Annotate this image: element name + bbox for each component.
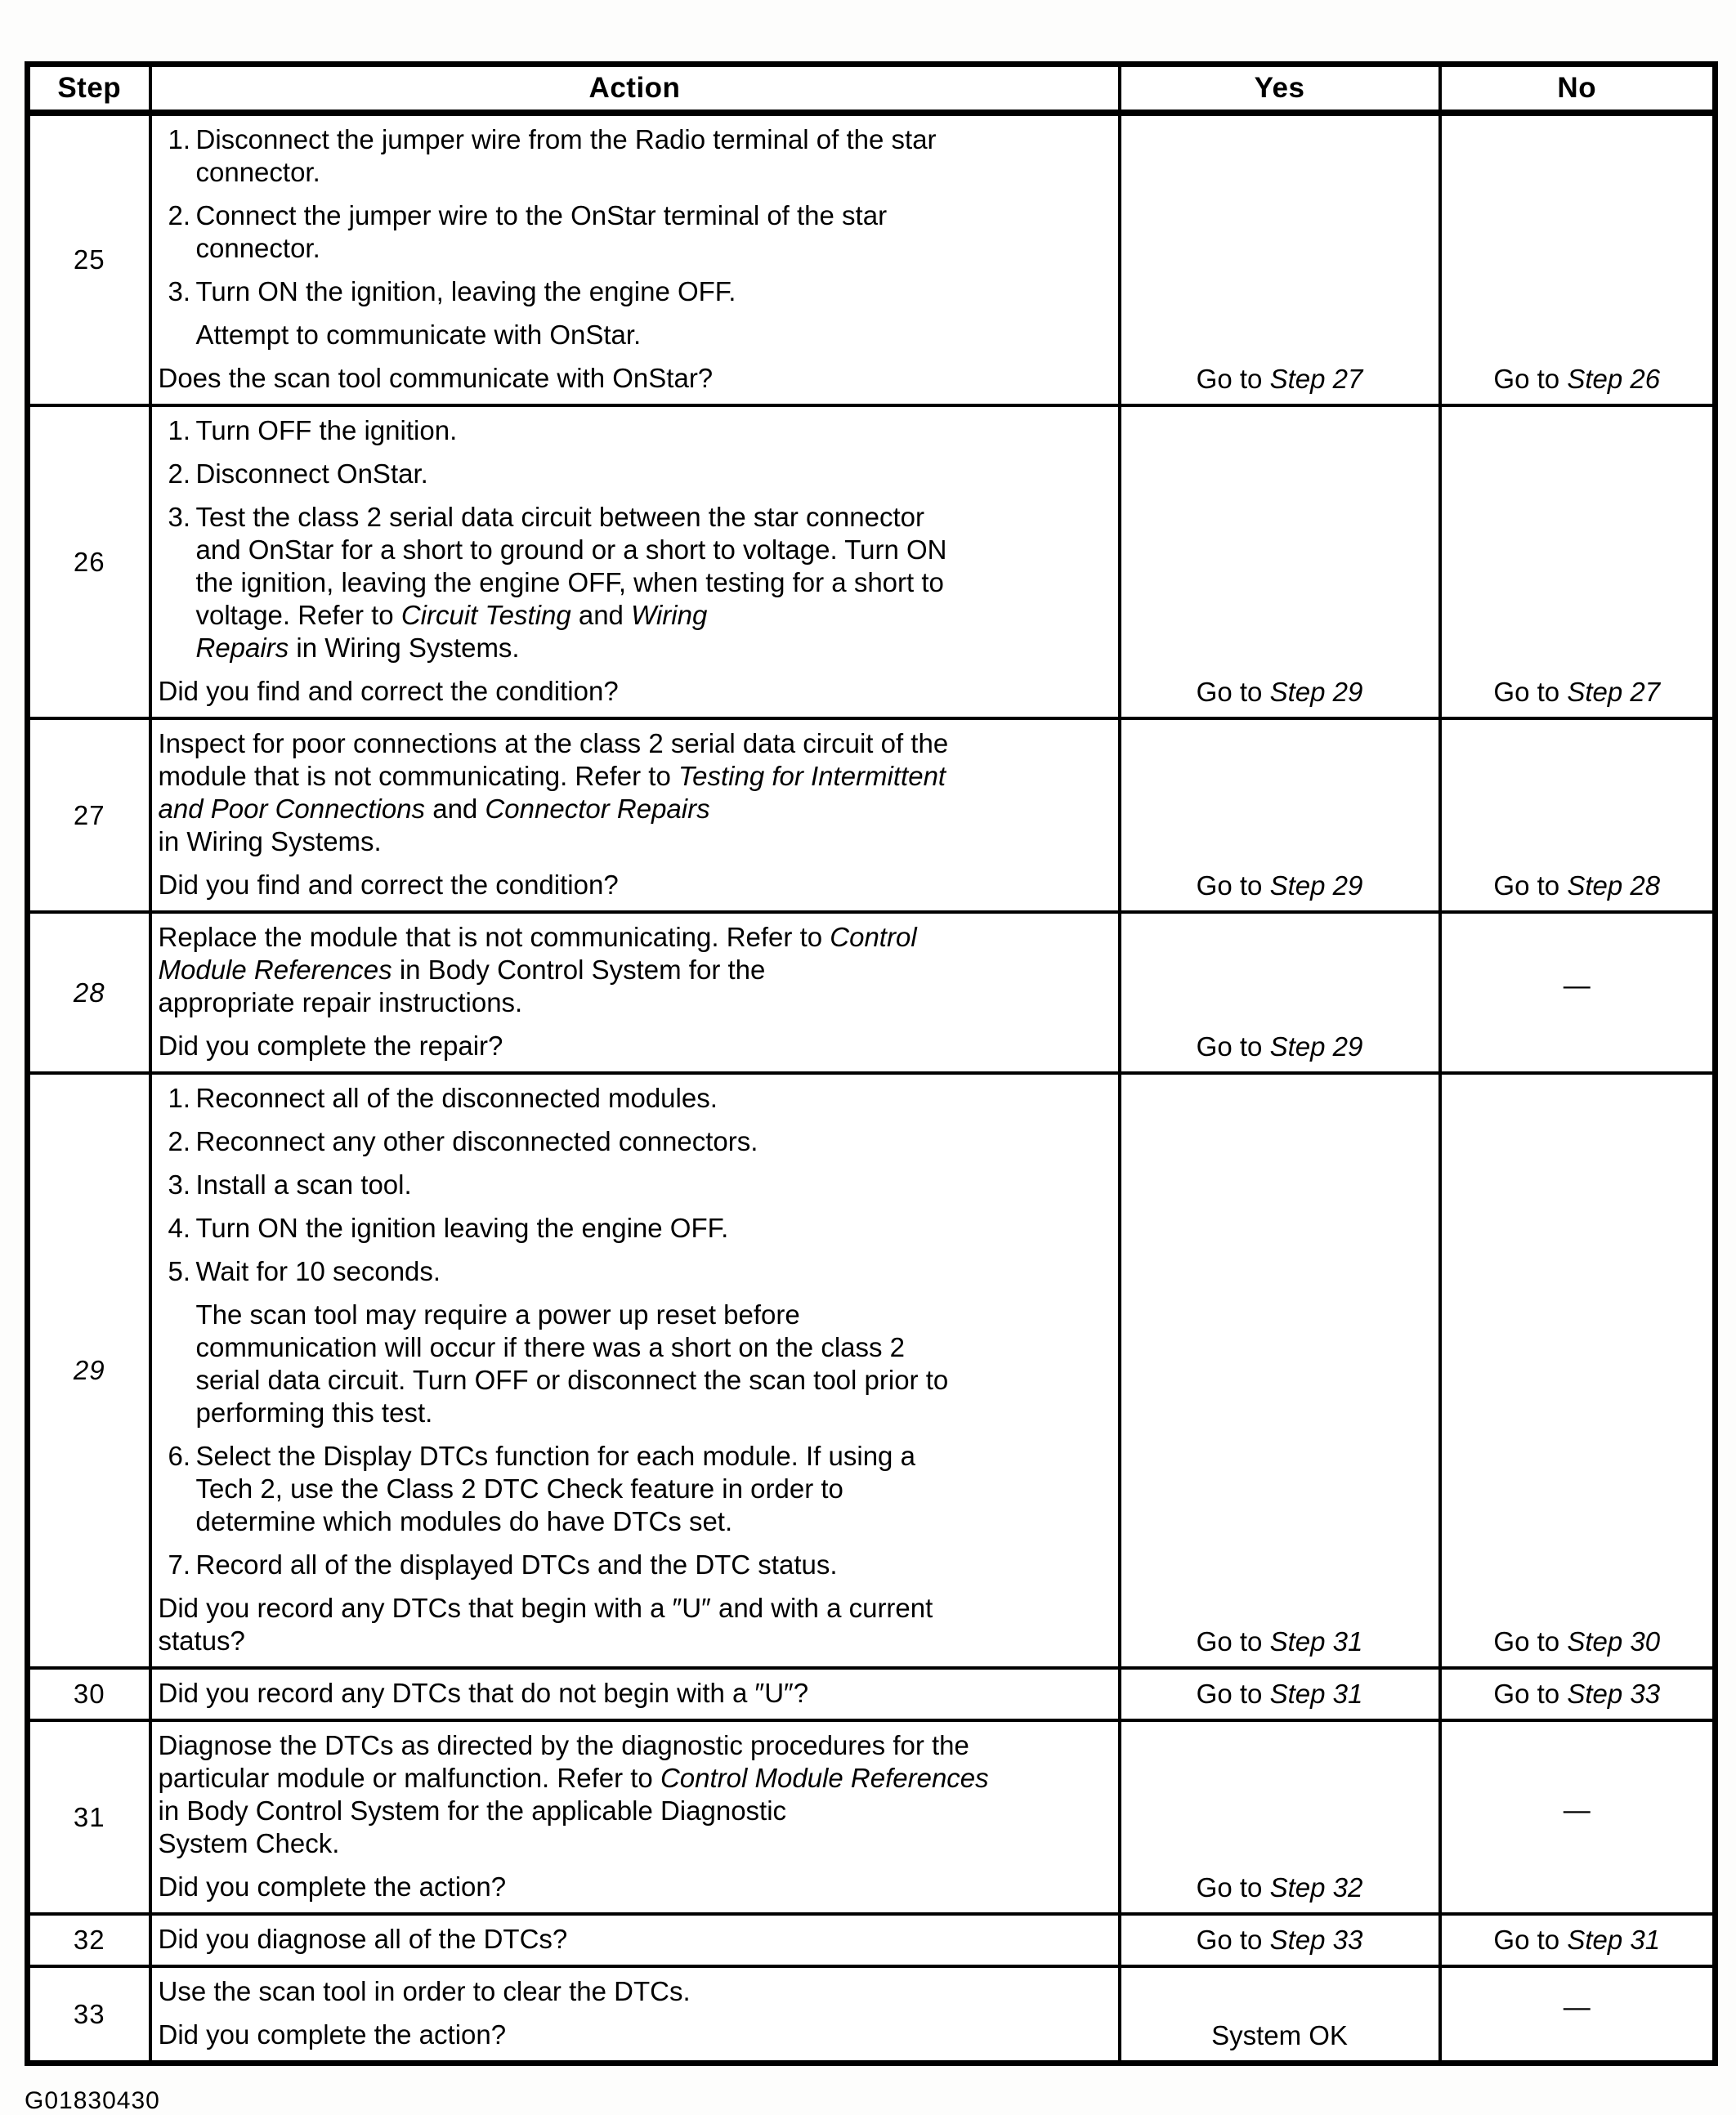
no-cell: — — [1440, 912, 1716, 1073]
list-number: 1. — [168, 1083, 191, 1113]
action-question: Did you find and correct the condition? — [158, 676, 619, 706]
table-row — [28, 405, 1716, 718]
action-item — [159, 458, 1112, 490]
action-item — [159, 1255, 1112, 1288]
list-text: Turn OFF the ignition. — [195, 415, 458, 445]
action-item — [159, 1212, 1112, 1245]
list-text: Turn ON the ignition leaving the engine OFF. — [195, 1213, 729, 1243]
table-row — [28, 1914, 1716, 1966]
yes-cell: Go to Step 31 — [1120, 1073, 1440, 1668]
action-cell — [150, 1914, 1120, 1966]
header-step: Step — [28, 65, 150, 114]
list-text: Connect the jumper wire to the OnStar terminal of the star connector. — [195, 200, 888, 263]
list-text: Reconnect all of the disconnected modules. — [195, 1083, 718, 1113]
action-question: Did you complete the repair? — [158, 1031, 503, 1061]
action-cell — [150, 1966, 1120, 2064]
list-number: 3. — [168, 276, 191, 306]
action-para: Use the scan tool in order to clear the DTCs. — [158, 1976, 691, 2006]
list-text: Test the class 2 serial data circuit between the star connector and OnStar for a short to ground or a short to voltage. Turn ON the ignition, leaving the engine OFF, when testing for a short to voltage. Refer to Circuit Testing and Wiring Repairs in Wiring Systems. — [195, 502, 947, 663]
header-yes: Yes — [1120, 65, 1440, 114]
action-item — [159, 1440, 1112, 1538]
list-number: 5. — [168, 1256, 191, 1286]
action-item — [159, 501, 1112, 664]
action-para: Diagnose the DTCs as directed by the diagnostic procedures for the particular module or malfunction. Refer to Control Module References in Body Control System for the applicable Diagnostic System Check. — [158, 1730, 989, 1858]
list-text: Disconnect the jumper wire from the Radio terminal of the star connector. — [195, 124, 937, 187]
yes-cell: Go to Step 29 — [1120, 912, 1440, 1073]
yes-cell: Go to Step 32 — [1120, 1720, 1440, 1914]
header-action: Action — [150, 65, 1120, 114]
table-header — [28, 65, 1716, 114]
header-row — [28, 65, 1716, 114]
action-cell — [150, 405, 1120, 718]
list-text: Select the Display DTCs function for each module. If using a Tech 2, use the Class 2 DTC Check feature in order to determine which modules do have DTCs set. — [195, 1441, 915, 1536]
table-row — [28, 1668, 1716, 1720]
action-question: Did you find and correct the condition? — [158, 870, 619, 900]
action-item — [159, 1125, 1112, 1158]
action-question: Did you diagnose all of the DTCs? — [158, 1924, 568, 1954]
action-item — [159, 123, 1112, 189]
step-number: 25 — [28, 113, 150, 405]
no-cell: Go to Step 28 — [1440, 718, 1716, 912]
list-text: Reconnect any other disconnected connectors. — [195, 1126, 758, 1156]
list-number: 7. — [168, 1549, 191, 1580]
action-item — [159, 199, 1112, 265]
action-cont: The scan tool may require a power up reset before communication will occur if there was a short on the class 2 serial data circuit. Turn OFF or disconnect the scan tool prior to performing this test. — [195, 1299, 949, 1428]
table-row — [28, 1966, 1716, 2064]
step-number: 30 — [28, 1668, 150, 1720]
no-cell: — — [1440, 1720, 1716, 1914]
list-number: 4. — [168, 1213, 191, 1243]
action-cell — [150, 113, 1120, 405]
table-row — [28, 113, 1716, 405]
list-text: Record all of the displayed DTCs and the DTC status. — [195, 1549, 838, 1580]
list-text: Disconnect OnStar. — [195, 458, 428, 489]
header-no: No — [1440, 65, 1716, 114]
action-item — [159, 275, 1112, 308]
table-row — [28, 912, 1716, 1073]
list-number: 3. — [168, 502, 191, 532]
yes-cell: Go to Step 27 — [1120, 113, 1440, 405]
action-item — [159, 1169, 1112, 1201]
list-number: 6. — [168, 1441, 191, 1471]
action-cell — [150, 718, 1120, 912]
yes-cell: Go to Step 29 — [1120, 718, 1440, 912]
step-number: 29 — [28, 1073, 150, 1668]
action-cell — [150, 1668, 1120, 1720]
list-number: 2. — [168, 200, 191, 230]
yes-cell: Go to Step 31 — [1120, 1668, 1440, 1720]
action-question: Did you record any DTCs that begin with a ″U″ and with a current status? — [158, 1593, 933, 1656]
action-para: Inspect for poor connections at the class 2 serial data circuit of the module that is not communicating. Refer to Testing for Intermittent and Poor Connections and Connector Repairs in Wiring Systems. — [158, 728, 949, 856]
step-number: 33 — [28, 1966, 150, 2064]
action-question: Does the scan tool communicate with OnStar? — [158, 363, 714, 393]
yes-cell: Go to Step 29 — [1120, 405, 1440, 718]
action-question: Did you complete the action? — [158, 2019, 507, 2050]
action-item — [159, 1082, 1112, 1115]
no-cell: Go to Step 33 — [1440, 1668, 1716, 1720]
table-row — [28, 718, 1716, 912]
step-number: 26 — [28, 405, 150, 718]
step-number: 28 — [28, 912, 150, 1073]
list-number: 2. — [168, 458, 191, 489]
action-item — [159, 414, 1112, 447]
no-cell: Go to Step 30 — [1440, 1073, 1716, 1668]
action-cell — [150, 912, 1120, 1073]
list-text: Install a scan tool. — [195, 1169, 412, 1200]
action-question: Did you complete the action? — [158, 1871, 507, 1902]
diagnostic-table — [25, 61, 1718, 2066]
list-number: 2. — [168, 1126, 191, 1156]
list-number: 1. — [168, 415, 191, 445]
table-row — [28, 1720, 1716, 1914]
action-para: Replace the module that is not communicating. Refer to Control Module References in Body Control System for the appropriate repair instructions. — [158, 922, 917, 1017]
action-cell — [150, 1720, 1120, 1914]
yes-cell: System OK — [1120, 1966, 1440, 2064]
table-body — [28, 113, 1716, 2064]
action-item — [159, 1549, 1112, 1581]
list-number: 1. — [168, 124, 191, 154]
list-number: 3. — [168, 1169, 191, 1200]
no-cell: Go to Step 27 — [1440, 405, 1716, 718]
step-number: 27 — [28, 718, 150, 912]
action-cont: Attempt to communicate with OnStar. — [195, 320, 642, 350]
no-cell: — — [1440, 1966, 1716, 2064]
list-text: Wait for 10 seconds. — [195, 1256, 441, 1286]
action-question: Did you record any DTCs that do not begin with a ″U″? — [158, 1678, 809, 1708]
no-cell: Go to Step 31 — [1440, 1914, 1716, 1966]
action-cell — [150, 1073, 1120, 1668]
yes-cell: Go to Step 33 — [1120, 1914, 1440, 1966]
step-number: 32 — [28, 1914, 150, 1966]
step-number: 31 — [28, 1720, 150, 1914]
figure-code: G01830430 — [25, 2087, 160, 2114]
list-text: Turn ON the ignition, leaving the engine OFF. — [195, 276, 736, 306]
no-cell: Go to Step 26 — [1440, 113, 1716, 405]
table-row — [28, 1073, 1716, 1668]
